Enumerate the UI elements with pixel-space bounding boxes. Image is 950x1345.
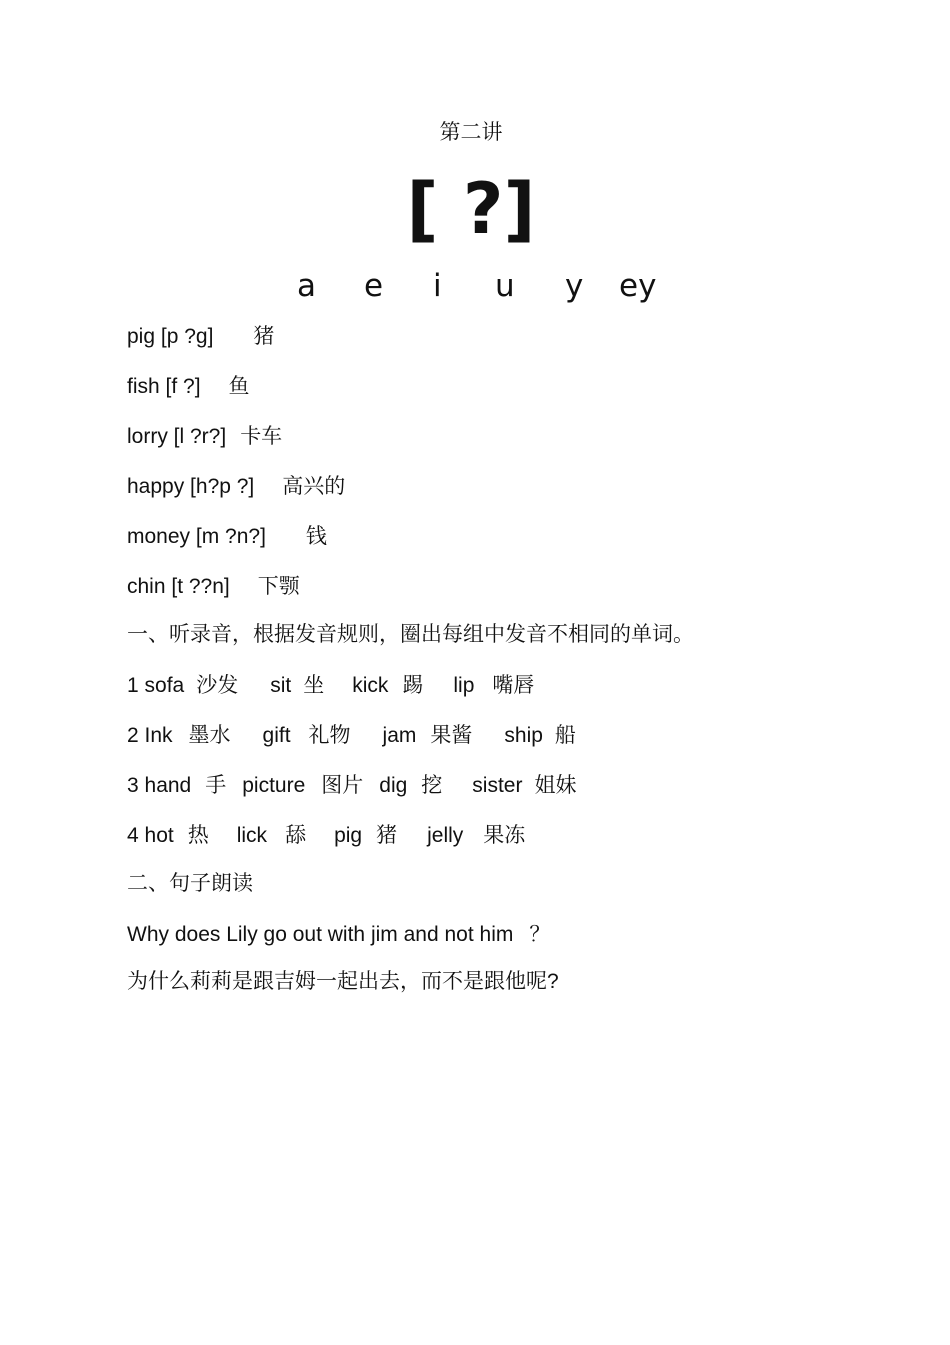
group-word: picture [242,774,306,797]
group-word: pig [334,824,363,847]
group-word: dig [379,774,408,797]
group-word: gift [262,724,291,747]
vocab-item [127,470,345,500]
group-word: kick [352,674,389,697]
group-word: lick [236,824,268,847]
letter-e: e [364,268,384,304]
group-meaning: 热 [187,824,209,847]
sentence-english-text: Why does Lily go out with jim and not him [127,923,514,946]
vocab-item [127,320,274,350]
group-meaning: 踢 [402,674,424,697]
vocab-meaning: 高兴的 [282,475,346,498]
group-meaning: 礼物 [308,724,351,747]
group-word: lip [453,674,475,697]
vocab-meaning: 卡车 [240,425,283,448]
group-word: 3 hand [127,774,192,797]
word-group [127,769,576,799]
vocab-meaning: 鱼 [228,375,250,398]
group-word: jelly [427,824,464,847]
vocab-item [127,370,250,400]
group-meaning: 果冻 [483,824,526,847]
group-word: 4 hot [127,824,174,847]
group-meaning: 猪 [376,824,398,847]
vocab-item [127,520,327,550]
lesson-title: 第二讲 [439,120,503,144]
group-meaning: 沙发 [196,674,239,697]
vocab-word: happy [h?p ?] [127,475,255,498]
vocab-meaning: 钱 [305,525,327,548]
group-word: sit [270,674,292,697]
group-word: ship [504,724,543,747]
group-meaning: 舔 [285,824,307,847]
word-group [127,669,534,699]
group-meaning: 姐妹 [534,774,577,797]
section-heading-listening: 一、听录音，根据发音规则，圈出每组中发音不相同的单词。 [127,623,694,646]
vocab-word: pig [p ?g] [127,325,214,348]
group-word: 2 Ink [127,724,173,747]
vocab-meaning: 猪 [253,325,275,348]
section-heading-reading: 二、句子朗读 [127,872,253,895]
group-meaning: 船 [554,724,576,747]
phonetic-symbol: [ ?] [406,168,536,250]
letter-y: y [565,268,584,304]
vocab-word: fish [f ?] [127,375,201,398]
group-meaning: 嘴唇 [492,674,535,697]
group-meaning: 挖 [421,774,443,797]
vocab-meaning: 下颚 [257,575,300,598]
vocab-word: chin [t ??n] [127,575,230,598]
vocab-word: lorry [l ?r?] [127,425,227,448]
word-group [127,719,576,749]
word-group [127,819,525,849]
sentence-english [127,918,550,948]
question-mark: ？ [529,923,551,946]
vocab-item [127,570,300,600]
group-word: 1 sofa [127,674,185,697]
group-meaning: 手 [205,774,227,797]
group-meaning: 墨水 [188,724,231,747]
letter-ey: ey [619,268,657,304]
letter-a: a [297,268,316,304]
group-meaning: 坐 [303,674,325,697]
letter-i: i [433,268,442,304]
letter-u: u [495,268,515,304]
group-word: jam [382,724,417,747]
sentence-chinese: 为什么莉莉是跟吉姆一起出去，而不是跟他呢? [127,970,559,993]
vocab-item [127,420,282,450]
group-meaning: 图片 [321,774,364,797]
group-word: sister [472,774,523,797]
group-meaning: 果酱 [430,724,473,747]
vocab-word: money [m ?n?] [127,525,266,548]
